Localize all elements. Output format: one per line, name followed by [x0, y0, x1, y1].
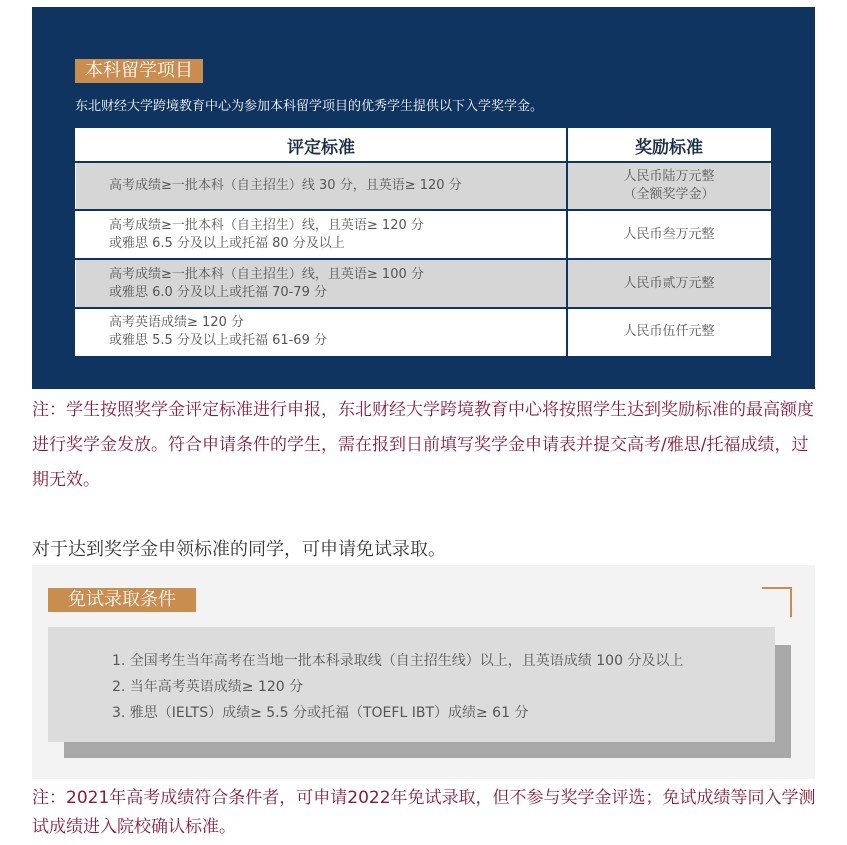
conditions-box [48, 627, 775, 742]
exemption-tag: 免试录取条件 [48, 588, 196, 612]
scholarship-panel [32, 7, 815, 389]
criteria-line: 或雅思 6.0 分及以上或托福 70-79 分 [109, 284, 327, 300]
criteria-line: 或雅思 5.5 分及以上或托福 61-69 分 [109, 333, 327, 348]
list-item: 3. 雅思（IELTS）成绩≥ 5.5 分或托福（TOEFL IBT）成绩≥ 61 分 [112, 705, 529, 721]
table-row [76, 259, 771, 308]
corner-bracket-decoration [762, 587, 792, 617]
reward-cell [567, 210, 771, 259]
scholarship-note: 注：学生按照奖学金评定标准进行申报，东北财经大学跨境教育中心将按照学生达到奖励标准的最高额度进行奖学金发放。符合申请条件的学生，需在报到日前填写奖学金申请表并提交高考/雅思/托福成绩，过期无效。 [32, 400, 814, 490]
table-row [76, 210, 771, 259]
table-row [76, 308, 771, 356]
table-row [76, 162, 771, 210]
reward-cell [567, 162, 771, 210]
exemption-note: 注：2021年高考成绩符合条件者，可申请2022年免试录取，但不参与奖学金评选；免试成绩等同入学测试成绩进入院校确认标准。 [32, 788, 816, 837]
criteria-cell [76, 210, 568, 259]
criteria-line: 或雅思 6.5 分及以上或托福 80 分及以上 [109, 235, 345, 251]
criteria-cell [76, 162, 568, 210]
exemption-intro-text: 对于达到奖学金申领标准的同学，可申请免试录取。 [32, 539, 446, 560]
conditions-list [112, 648, 683, 726]
criteria-cell [76, 259, 568, 308]
criteria-line: 高考成绩≥一批本科（自主招生）线，且英语≥ 120 分 [109, 217, 424, 233]
criteria-line: 高考成绩≥一批本科（自主招生）线，且英语≥ 100 分 [109, 266, 424, 282]
criteria-line: 高考英语成绩≥ 120 分 [109, 315, 244, 330]
scholarship-intro: 东北财经大学跨境教育中心为参加本科留学项目的优秀学生提供以下入学奖学金。 [75, 99, 544, 114]
reward-line: 人民币伍仟元整 [623, 324, 715, 339]
scholarship-table [75, 128, 771, 356]
reward-line: （全额奖学金） [623, 187, 715, 202]
list-item: 1. 全国考生当年高考在当地一批本科录取线（自主招生线）以上，且英语成绩 100 分及以上 [112, 653, 684, 669]
exemption-panel [32, 565, 815, 779]
reward-line: 人民币贰万元整 [623, 275, 715, 291]
reward-line: 人民币叁万元整 [623, 226, 715, 242]
reward-line: 人民币陆万元整 [623, 169, 715, 184]
list-item: 2. 当年高考英语成绩≥ 120 分 [112, 679, 304, 695]
criteria-line: 高考成绩≥一批本科（自主招生）线 30 分，且英语≥ 120 分 [109, 178, 462, 193]
scholarship-tag: 本科留学项目 [75, 59, 203, 83]
reward-cell [567, 308, 771, 356]
table-header-criteria: 评定标准 [76, 129, 568, 163]
criteria-cell [76, 308, 568, 356]
table-header-reward: 奖励标准 [567, 129, 771, 163]
reward-cell [567, 259, 771, 308]
